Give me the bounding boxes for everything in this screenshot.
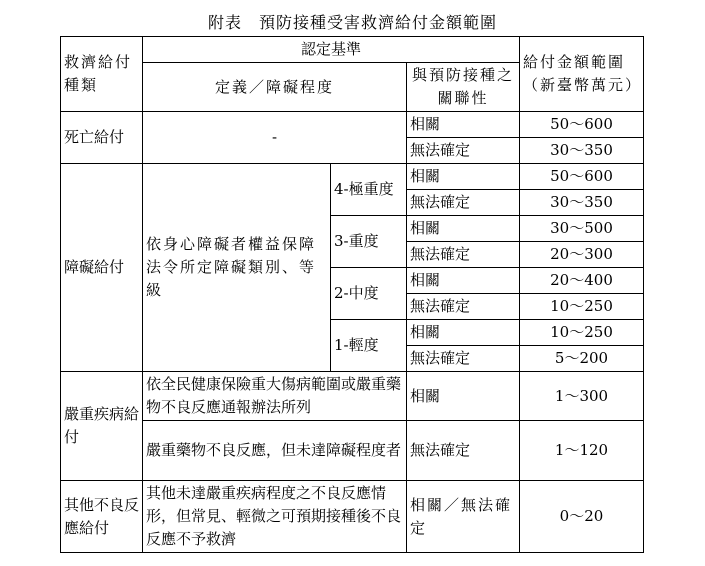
amount-cell: 5～200 [520,346,644,372]
table-title: 附表 預防接種受害救濟給付金額範圍 [207,13,497,32]
severe-type: 嚴重疾病給付 [61,372,143,481]
relation-cell: 無法確定 [407,138,520,164]
other-type: 其他不良反應給付 [61,481,143,553]
severe-definition-1: 依全民健康保險重大傷病範圍或嚴重藥物不良反應通報辦法所列 [143,372,407,421]
compensation-table [60,36,644,553]
disability-type: 障礙給付 [61,164,143,372]
table-row [61,481,644,553]
relation-cell: 相關 [407,164,520,190]
amount-cell: 30～350 [520,138,644,164]
header-type: 救濟給付種類 [61,37,143,112]
relation-cell: 無法確定 [407,242,520,268]
header-definition: 定義／障礙程度 [143,63,407,112]
relation-cell: 無法確定 [407,294,520,320]
relation-cell: 無法確定 [407,346,520,372]
relation-cell: 相關 [407,268,520,294]
header-amount: 給付金額範圍（新臺幣萬元） [520,37,644,112]
relation-cell: 無法確定 [407,190,520,216]
header-row [61,37,644,63]
relation-cell: 相關 [407,112,520,138]
amount-cell: 10～250 [520,320,644,346]
table-row [61,164,644,190]
level-label: 1-輕度 [331,320,407,372]
header-criteria: 認定基準 [143,37,520,63]
table-row [61,421,644,481]
level-label: 2-中度 [331,268,407,320]
table-row [61,372,644,421]
death-type: 死亡給付 [61,112,143,164]
amount-cell: 30～350 [520,190,644,216]
other-amount: 0～20 [520,481,644,553]
relation-cell: 相關 [407,372,520,421]
other-relation: 相關／無法確定 [407,481,520,553]
level-label: 3-重度 [331,216,407,268]
amount-cell: 20～400 [520,268,644,294]
table-row [61,112,644,138]
level-label: 4-極重度 [331,164,407,216]
other-definition: 其他未達嚴重疾病程度之不良反應情形，但常見、輕微之可預期接種後不良反應不予救濟 [143,481,407,553]
severe-definition-2: 嚴重藥物不良反應，但未達障礙程度者 [143,421,407,481]
amount-cell: 10～250 [520,294,644,320]
amount-cell: 1～300 [520,372,644,421]
relation-cell: 無法確定 [407,421,520,481]
death-definition: - [143,112,407,164]
amount-cell: 1～120 [520,421,644,481]
relation-cell: 相關 [407,320,520,346]
amount-cell: 50～600 [520,164,644,190]
amount-cell: 30～500 [520,216,644,242]
amount-cell: 20～300 [520,242,644,268]
relation-cell: 相關 [407,216,520,242]
disability-definition: 依身心障礙者權益保障法令所定障礙類別、等級 [143,164,331,372]
amount-cell: 50～600 [520,112,644,138]
header-relation: 與預防接種之關聯性 [407,63,520,112]
